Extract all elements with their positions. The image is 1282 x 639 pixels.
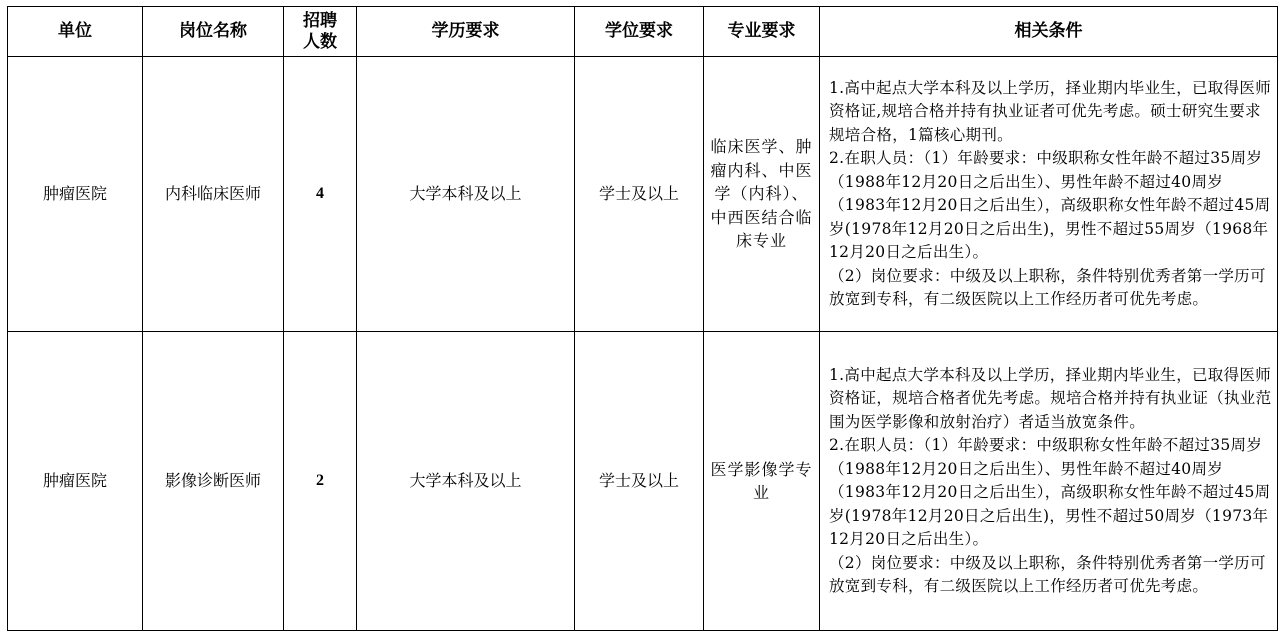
cell-unit: 肿瘤医院	[8, 332, 143, 631]
condition-education: 1.高中起点大学本科及以上学历，择业期内毕业生，已取得医师资格证,规培合格并持有执业证者可优先考虑。硕士研究生要求规培合格，1篇核心期刊。	[829, 78, 1271, 144]
cell-major: 医学影像学专业	[704, 332, 820, 631]
header-count	[284, 7, 357, 57]
condition-position: （2）岗位要求：中级及以上职称，条件特别优秀者第一学历可放宽到专科，有二级医院以上工作经历者可优先考虑。	[829, 553, 1266, 595]
header-conditions: 相关条件	[820, 7, 1278, 57]
cell-conditions	[820, 57, 1278, 332]
header-major: 专业要求	[704, 7, 820, 57]
header-unit: 单位	[8, 7, 143, 57]
header-row	[8, 7, 1278, 57]
cell-unit: 肿瘤医院	[8, 57, 143, 332]
cell-conditions	[820, 332, 1278, 631]
cell-count: 2	[284, 332, 357, 631]
condition-education: 1.高中起点大学本科及以上学历，择业期内毕业生，已取得医师资格证，规培合格者优先考虑。规培合格并持有执业证（执业范围为医学影像和放射治疗）者适当放宽条件。	[829, 365, 1272, 431]
cell-education: 大学本科及以上	[357, 332, 575, 631]
condition-position: （2）岗位要求：中级及以上职称，条件特别优秀者第一学历可放宽到专科，有二级医院以上工作经历者可优先考虑。	[829, 266, 1266, 308]
header-position: 岗位名称	[143, 7, 284, 57]
cell-major: 临床医学、肿瘤内科、中医学（内科）、中西医结合临床专业	[704, 57, 820, 332]
cell-count: 4	[284, 57, 357, 332]
header-education: 学历要求	[357, 7, 575, 57]
table-row	[8, 332, 1278, 631]
header-degree: 学位要求	[575, 7, 704, 57]
cell-degree: 学士及以上	[575, 332, 704, 631]
cell-education: 大学本科及以上	[357, 57, 575, 332]
condition-employed: 2.在职人员：（1）年龄要求：中级职称女性年龄不超过35周岁（1988年12月20日之后出生）、男性年龄不超过40周岁（1983年12月20日之后出生），高级职称女性年龄不超过45周岁(1978年12月20日之后出生)，男性不超过50周岁（1973年12月20日之后出生）。	[829, 436, 1271, 548]
cell-position: 内科临床医师	[143, 57, 284, 332]
header-count-label: 招聘人数	[303, 10, 337, 52]
recruitment-table	[7, 6, 1278, 631]
table-row	[8, 57, 1278, 332]
cell-position: 影像诊断医师	[143, 332, 284, 631]
cell-degree: 学士及以上	[575, 57, 704, 332]
condition-employed: 2.在职人员：（1）年龄要求：中级职称女性年龄不超过35周岁（1988年12月20日之后出生）、男性年龄不超过40周岁（1983年12月20日之后出生），高级职称女性年龄不超过45周岁(1978年12月20日之后出生)，男性不超过55周岁（1968年12月20日之后出生）。	[829, 149, 1271, 261]
